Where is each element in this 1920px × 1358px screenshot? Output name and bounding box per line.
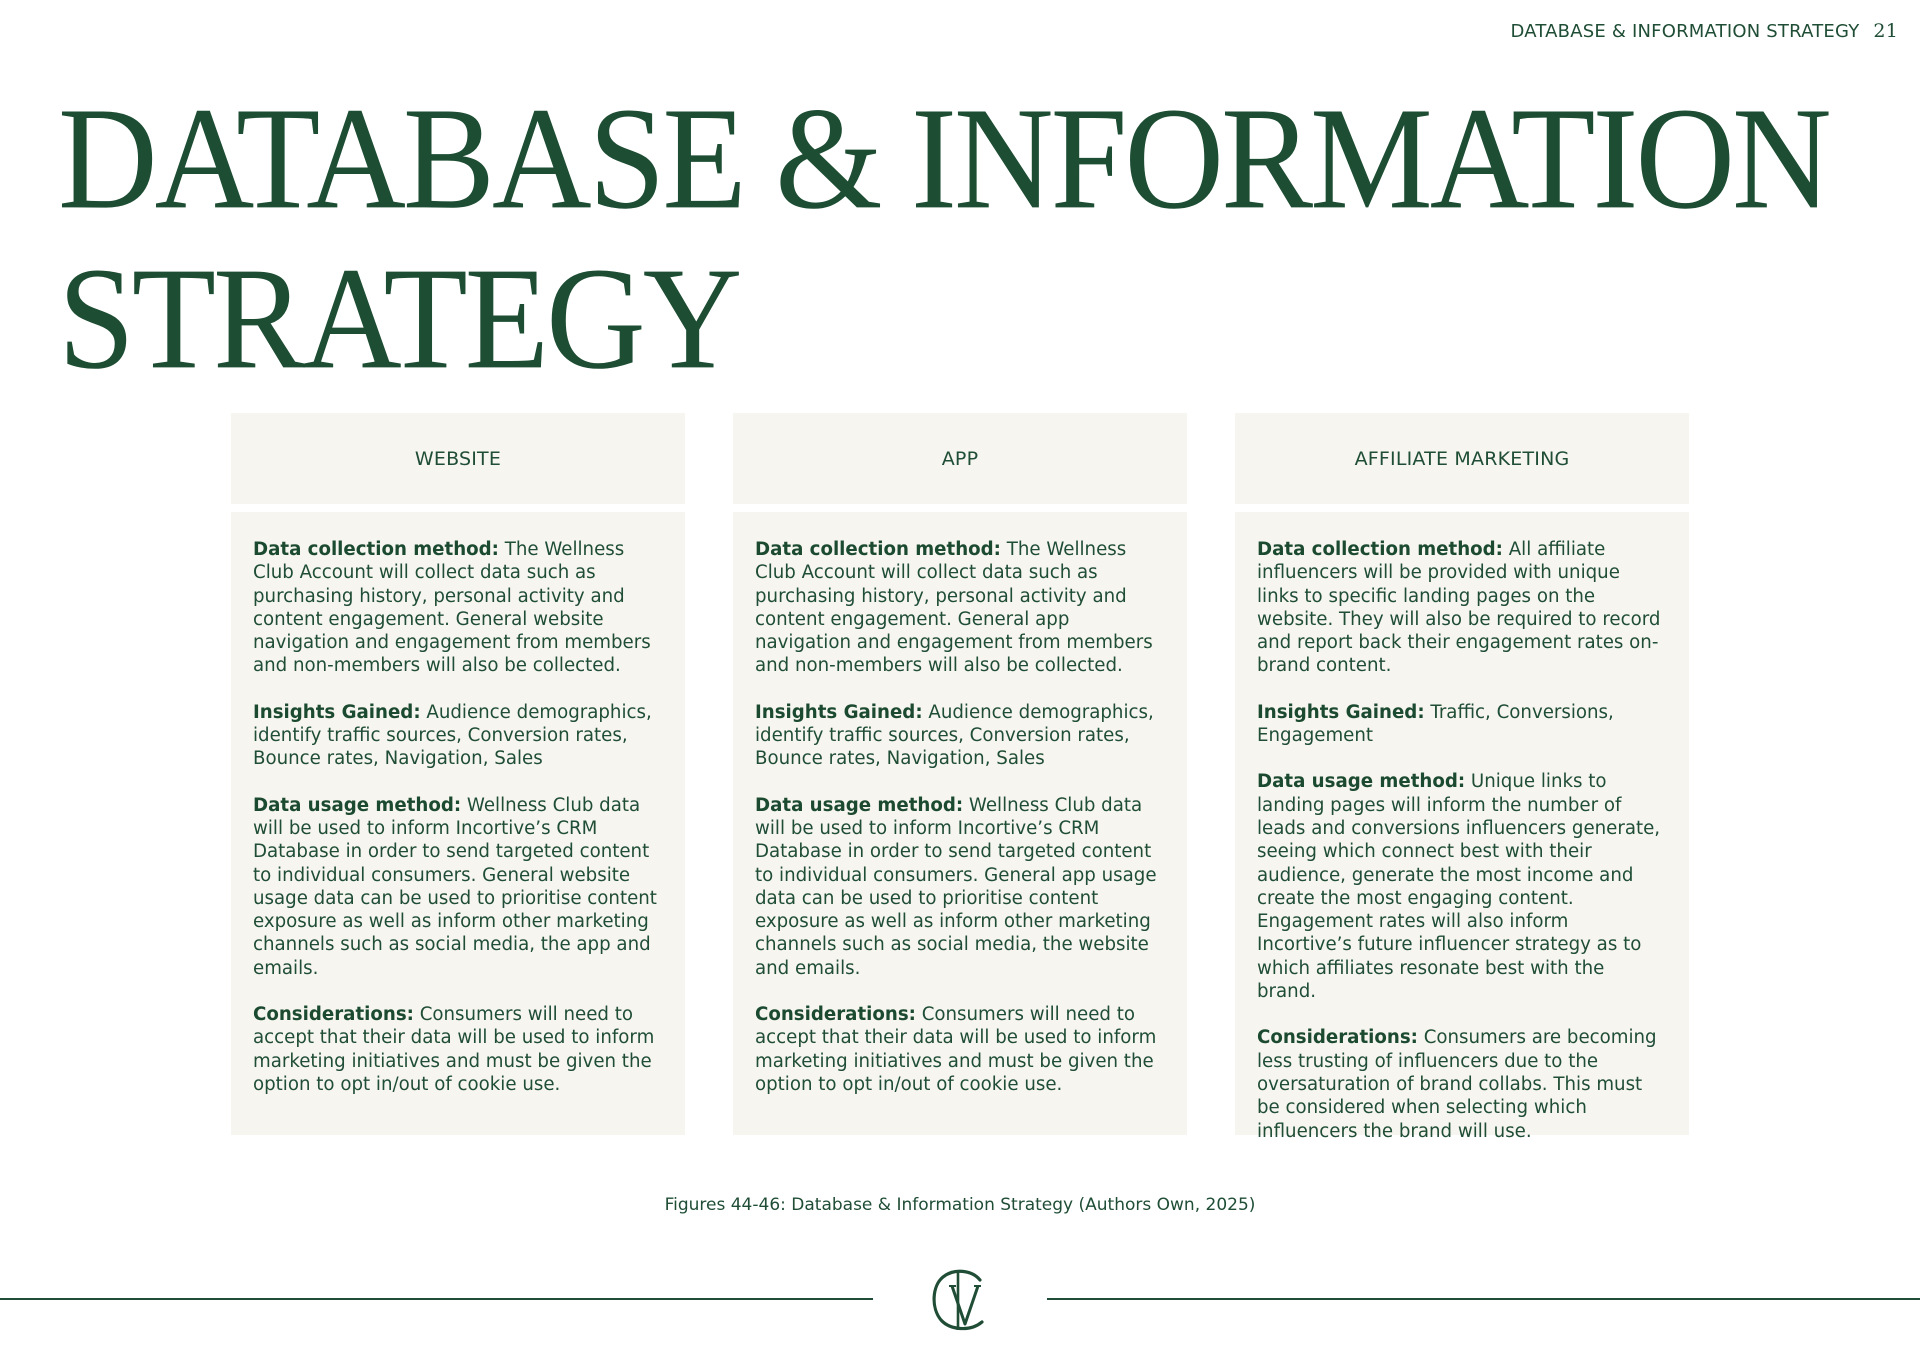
section-label: Data usage method: <box>755 794 964 816</box>
section-text: Wellness Club data will be used to inform Incortive’s CRM Database in order to send targeted content to individual consumers. General website usage data can be used to prioritise content exposure as well as inform other marketing channels such as social media, the app and emails. <box>253 794 657 979</box>
section-label: Data collection method: <box>755 539 1001 560</box>
section-text: The Wellness Club Account will collect data such as purchasing history, personal activity and content engagement. General app navigation and engagement from members and non-members will also be collected. <box>755 539 1153 677</box>
section-data-usage <box>755 794 1165 980</box>
section-data-usage <box>253 794 663 980</box>
section-label: Considerations: <box>253 1004 414 1026</box>
page-title-line-2: STRATEGY <box>58 236 740 400</box>
page-title-line-1: DATABASE & INFORMATION <box>58 76 1829 240</box>
page-title <box>58 78 1829 398</box>
section-insights <box>1257 701 1667 748</box>
section-text: Audience demographics, identify traffic sources, Conversion rates, Bounce rates, Navigation, Sales <box>755 701 1154 770</box>
footer-divider-right <box>1047 1298 1920 1300</box>
column-body <box>733 512 1187 1135</box>
section-label: Considerations: <box>755 1004 916 1026</box>
section-data-collection <box>755 538 1165 678</box>
page-number: 21 <box>1873 20 1898 42</box>
section-label: Data usage method: <box>1257 771 1466 793</box>
section-text: Unique links to landing pages will inform the number of leads and conversions influencers generate, seeing which connect best with their audience, generate the most income and create the most engaging content. Engagement rates will also inform Incortive’s future influencer strategy as to which affiliates resonate best with the brand. <box>1257 771 1661 1003</box>
figure-caption: Figures 44-46: Database & Information Strategy (Authors Own, 2025) <box>664 1195 1256 1215</box>
footer-divider-left <box>0 1298 873 1300</box>
column-body <box>1235 512 1689 1142</box>
column-heading: APP <box>733 413 1187 504</box>
column-heading: WEBSITE <box>231 413 685 504</box>
cv-monogram-logo-icon <box>928 1266 992 1334</box>
section-considerations <box>755 1003 1165 1096</box>
section-insights <box>755 701 1165 771</box>
running-header <box>1510 20 1898 42</box>
running-header-section: DATABASE & INFORMATION STRATEGY <box>1510 21 1860 42</box>
section-text: Consumers will need to accept that their data will be used to inform marketing initiatives and must be given the option to opt in/out of cookie use. <box>755 1004 1157 1095</box>
column-app <box>733 413 1187 1135</box>
section-label: Data collection method: <box>253 539 499 560</box>
section-text: Traffic, Conversions, Engagement <box>1257 701 1614 747</box>
strategy-columns <box>231 413 1689 1142</box>
section-text: The Wellness Club Account will collect data such as purchasing history, personal activity and content engagement. General website navigation and engagement from members and non-members will also be collected. <box>253 539 651 677</box>
section-text: Wellness Club data will be used to inform Incortive’s CRM Database in order to send targeted content to individual consumers. General app usage data can be used to prioritise content exposure as well as inform other marketing channels such as social media, the website and emails. <box>755 794 1157 979</box>
section-text: All affiliate influencers will be provided with unique links to specific landing pages on the website. They will also be required to record and report back their engagement rates on-brand content. <box>1257 539 1661 677</box>
section-label: Insights Gained: <box>1257 701 1425 723</box>
column-affiliate-marketing <box>1235 413 1689 1142</box>
section-data-collection <box>1257 538 1667 678</box>
section-label: Considerations: <box>1257 1027 1418 1049</box>
column-heading: AFFILIATE MARKETING <box>1235 413 1689 504</box>
section-data-usage <box>1257 770 1667 1003</box>
section-label: Data usage method: <box>253 794 462 816</box>
section-text: Audience demographics, identify traffic sources, Conversion rates, Bounce rates, Navigation, Sales <box>253 701 652 770</box>
column-website <box>231 413 685 1135</box>
section-label: Insights Gained: <box>253 701 421 723</box>
section-label: Insights Gained: <box>755 701 923 723</box>
section-text: Consumers will need to accept that their data will be used to inform marketing initiatives and must be given the option to opt in/out of cookie use. <box>253 1004 655 1095</box>
section-considerations <box>253 1003 663 1096</box>
column-body <box>231 512 685 1135</box>
section-data-collection <box>253 538 663 678</box>
section-insights <box>253 701 663 771</box>
section-considerations <box>1257 1026 1667 1142</box>
section-text: Consumers are becoming less trusting of influencers due to the oversaturation of brand collabs. This must be considered when selecting which influencers the brand will use. <box>1257 1027 1657 1142</box>
section-label: Data collection method: <box>1257 539 1503 560</box>
